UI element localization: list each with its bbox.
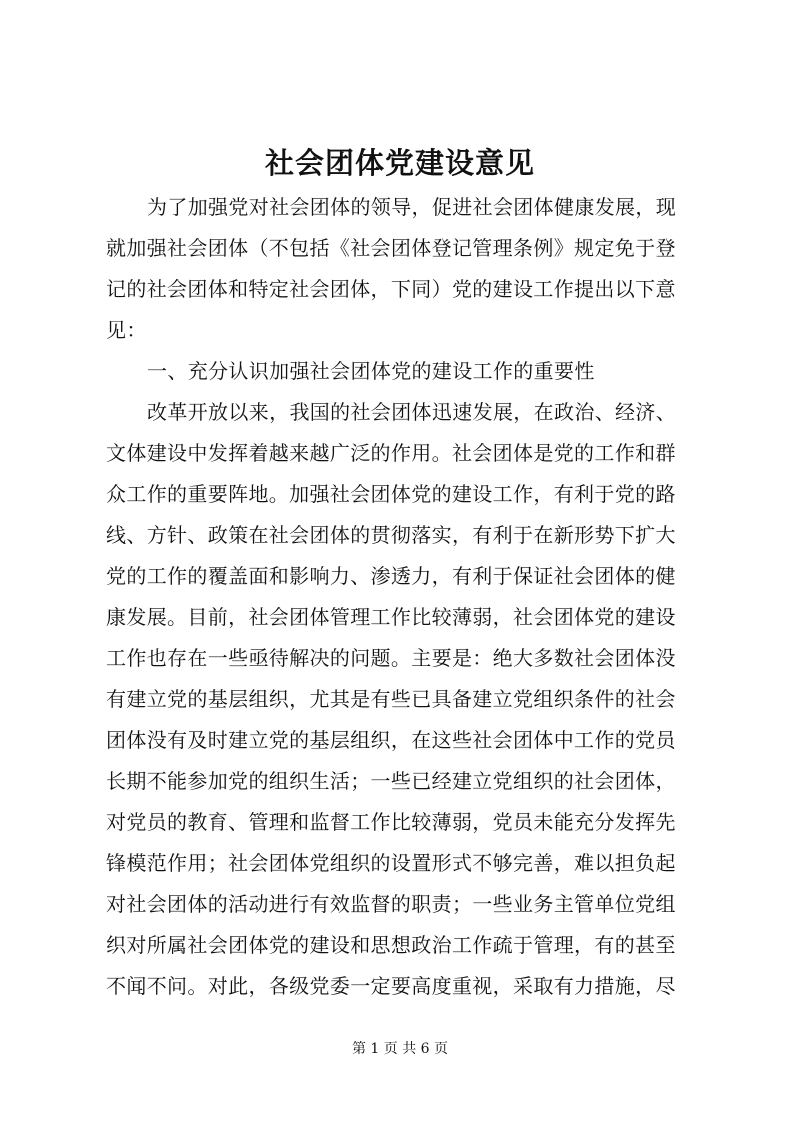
paragraph-2-line-11: 对党员的教育、管理和监督工作比较薄弱，党员未能充分发挥先: [106, 810, 676, 834]
document-title: 社会团体党建设意见: [264, 146, 535, 180]
paragraph-2-line-2: 文体建设中发挥着越来越广泛的作用。社会团体是党的工作和群: [106, 441, 676, 465]
section-heading: 一、充分认识加强社会团体党的建设工作的重要性: [147, 359, 595, 383]
paragraph-2-line-3: 众工作的重要阵地。加强社会团体党的建设工作，有利于党的路: [106, 482, 676, 506]
paragraph-1-line-2: 就加强社会团体（不包括《社会团体登记管理条例》规定免于登: [106, 236, 676, 260]
paragraph-2-line-6: 康发展。目前，社会团体管理工作比较薄弱，社会团体党的建设: [106, 605, 676, 629]
paragraph-2-line-9: 团体没有及时建立党的基层组织，在这些社会团体中工作的党员: [106, 728, 676, 752]
paragraph-2-line-10: 长期不能参加党的组织生活；一些已经建立党组织的社会团体，: [106, 769, 676, 793]
paragraph-2-line-7: 工作也存在一些亟待解决的问题。主要是：绝大多数社会团体没: [106, 646, 676, 670]
paragraph-1-line-1: 为了加强党对社会团体的领导，促进社会团体健康发展，现: [147, 195, 677, 219]
paragraph-1-line-4: 见：: [106, 318, 147, 342]
paragraph-2-line-8: 有建立党的基层组织，尤其是有些已具备建立党组织条件的社会: [106, 687, 676, 711]
page-footer: 第 1 页 共 6 页: [351, 1041, 449, 1057]
paragraph-2-line-13: 对社会团体的活动进行有效监督的职责；一些业务主管单位党组: [106, 892, 676, 916]
paragraph-2-line-5: 党的工作的覆盖面和影响力、渗透力，有利于保证社会团体的健: [106, 564, 676, 588]
paragraph-1-line-3: 记的社会团体和特定社会团体，下同）党的建设工作提出以下意: [106, 277, 676, 301]
paragraph-2-line-4: 线、方针、政策在社会团体的贯彻落实，有利于在新形势下扩大: [106, 523, 676, 547]
paragraph-2-line-15: 不闻不问。对此，各级党委一定要高度重视，采取有力措施，尽: [106, 974, 676, 998]
paragraph-2-line-1: 改革开放以来，我国的社会团体迅速发展，在政治、经济、: [147, 400, 677, 424]
paragraph-2-line-14: 织对所属社会团体党的建设和思想政治工作疏于管理，有的甚至: [106, 933, 676, 957]
paragraph-2-line-12: 锋模范作用；社会团体党组织的设置形式不够完善，难以担负起: [106, 851, 676, 875]
